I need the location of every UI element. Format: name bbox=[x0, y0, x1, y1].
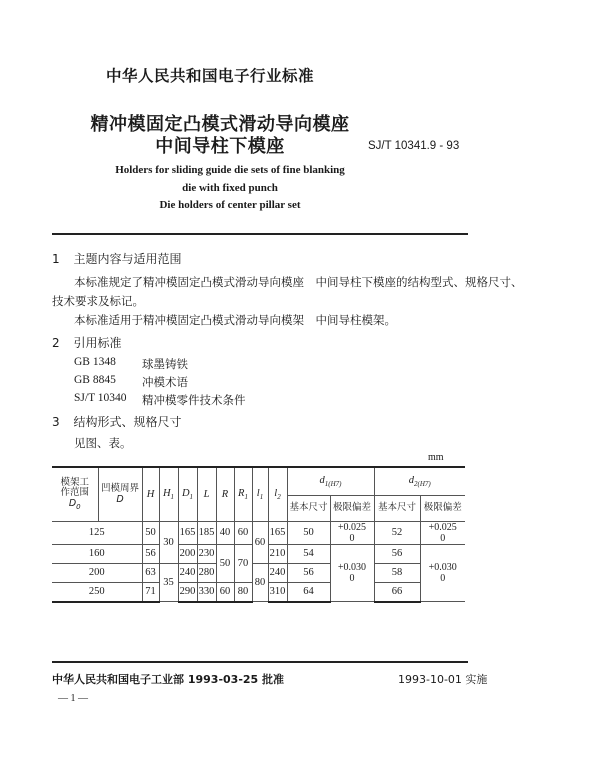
cell-d: 125 bbox=[52, 522, 142, 545]
cell-d2-basic: 52 bbox=[374, 522, 420, 545]
title-cn-line2: 中间导柱下模座 bbox=[155, 136, 285, 157]
page-number: — 1 — bbox=[58, 693, 88, 704]
cell-d1-basic: 54 bbox=[287, 545, 330, 564]
cell-r: 60 bbox=[216, 583, 234, 602]
cell-l2: 165 bbox=[268, 522, 287, 545]
dimensions-table bbox=[52, 466, 465, 603]
cell-h: 63 bbox=[142, 564, 159, 583]
cell-l2: 240 bbox=[268, 564, 287, 583]
section-1-para-2: 本标准适用于精冲模固定凸模式滑动导向模架 中间导柱模架。 bbox=[74, 313, 396, 327]
header-l2: $l_2$ bbox=[268, 467, 287, 522]
header-d1-tolerance: 极限偏差 bbox=[330, 496, 374, 522]
header-h1: $H_1$ bbox=[159, 467, 178, 522]
reference-code: GB 1348 bbox=[74, 356, 116, 368]
footer-divider bbox=[52, 661, 468, 663]
header-l1: $l_1$ bbox=[252, 467, 268, 522]
section-title: 主题内容与适用范围 bbox=[73, 252, 182, 266]
header-d0 bbox=[52, 467, 98, 522]
cell-d1: 290 bbox=[178, 583, 197, 602]
section-title: 结构形式、规格尺寸 bbox=[73, 415, 182, 429]
cell-d2-basic: 58 bbox=[374, 564, 420, 583]
header-divider bbox=[52, 233, 468, 235]
cell-r1: 70 bbox=[234, 545, 252, 583]
header-l: L bbox=[197, 467, 216, 522]
table-header-row bbox=[52, 467, 465, 496]
cell-l2: 310 bbox=[268, 583, 287, 602]
cell-r: 40 bbox=[216, 522, 234, 545]
cell-r1: 60 bbox=[234, 522, 252, 545]
section-1-para-1: 本标准规定了精冲模固定凸模式滑动导向模座 中间导柱下模座的结构型式、规格尺寸、 bbox=[74, 275, 523, 289]
header-d1-basic: 基本尺寸 bbox=[287, 496, 330, 522]
header-r1: $R_1$ bbox=[234, 467, 252, 522]
title-en-line1: Holders for sliding guide die sets of fine blanking bbox=[115, 164, 345, 176]
section-1-heading bbox=[52, 250, 181, 267]
approval-statement: 中华人民共和国电子工业部 1993-03-25 批准 bbox=[52, 673, 285, 686]
title-cn-line1: 精冲模固定凸模式滑动导向模座 bbox=[90, 114, 350, 135]
header-d-symbol: D bbox=[116, 493, 124, 505]
reference-code: GB 8845 bbox=[74, 374, 116, 386]
effective-date: 1993-10-01 实施 bbox=[398, 673, 488, 686]
cell-l: 330 bbox=[197, 583, 216, 602]
cell-d: 250 bbox=[52, 583, 142, 602]
reference-title: 精冲模零件技术条件 bbox=[142, 393, 246, 407]
cell-l: 185 bbox=[197, 522, 216, 545]
cell-d1-basic: 64 bbox=[287, 583, 330, 602]
cell-d1-tolerance: +0.030 0 bbox=[330, 545, 374, 602]
cell-r: 50 bbox=[216, 545, 234, 583]
cell-h: 56 bbox=[142, 545, 159, 564]
table-row bbox=[52, 522, 465, 545]
header-d bbox=[98, 467, 142, 522]
section-3-heading bbox=[52, 413, 181, 430]
title-en-line2: die with fixed punch bbox=[182, 182, 278, 194]
cell-d2-basic: 56 bbox=[374, 545, 420, 564]
header-d0-label: 模架工作范围 bbox=[60, 476, 89, 499]
title-en-line3: Die holders of center pillar set bbox=[159, 199, 301, 211]
section-2-heading bbox=[52, 334, 121, 351]
reference-title: 球墨铸铁 bbox=[142, 357, 188, 371]
reference-title: 冲模术语 bbox=[142, 375, 188, 389]
header-d1: $D_1$ bbox=[178, 467, 197, 522]
issuing-organization: 中华人民共和国电子行业标准 bbox=[105, 67, 314, 85]
standard-code: SJ/T 10341.9 - 93 bbox=[368, 140, 460, 152]
cell-d2-basic: 66 bbox=[374, 583, 420, 602]
header-d2-basic: 基本尺寸 bbox=[374, 496, 420, 522]
section-1-para-1-cont: 技术要求及标记。 bbox=[52, 294, 144, 308]
section-number: 1 bbox=[52, 252, 60, 266]
cell-l2: 210 bbox=[268, 545, 287, 564]
cell-d1: 200 bbox=[178, 545, 197, 564]
cell-d2-tolerance: +0.030 0 bbox=[420, 545, 465, 602]
cell-l1: 80 bbox=[252, 564, 268, 602]
cell-d1-tolerance: +0.025 0 bbox=[330, 522, 374, 545]
cell-h1: 30 bbox=[159, 522, 178, 564]
cell-d2-tolerance: +0.025 0 bbox=[420, 522, 465, 545]
section-title: 引用标准 bbox=[73, 336, 122, 350]
cell-h: 50 bbox=[142, 522, 159, 545]
cell-r1: 80 bbox=[234, 583, 252, 602]
header-d1-h7: $d_{1(H7)}$ bbox=[287, 467, 374, 496]
header-r: R bbox=[216, 467, 234, 522]
header-h: H bbox=[142, 467, 159, 522]
reference-code: SJ/T 10340 bbox=[74, 392, 127, 404]
section-3-para: 见图、表。 bbox=[74, 436, 132, 450]
cell-d1: 165 bbox=[178, 522, 197, 545]
cell-h1: 35 bbox=[159, 564, 178, 602]
table-row bbox=[52, 564, 465, 583]
cell-d: 200 bbox=[52, 564, 142, 583]
header-d0-symbol: $D_0$ bbox=[68, 497, 81, 511]
cell-l: 280 bbox=[197, 564, 216, 583]
section-number: 3 bbox=[52, 415, 60, 429]
cell-h: 71 bbox=[142, 583, 159, 602]
header-d2-h7: $d_{2(H7)}$ bbox=[374, 467, 465, 496]
cell-l1: 60 bbox=[252, 522, 268, 564]
cell-l: 230 bbox=[197, 545, 216, 564]
cell-d1-basic: 50 bbox=[287, 522, 330, 545]
section-number: 2 bbox=[52, 336, 60, 350]
cell-d1: 240 bbox=[178, 564, 197, 583]
cell-d: 160 bbox=[52, 545, 142, 564]
header-d-label: 凹模周界 bbox=[100, 483, 139, 495]
table-unit: mm bbox=[428, 452, 444, 463]
header-d2-tolerance: 极限偏差 bbox=[420, 496, 465, 522]
cell-d1-basic: 56 bbox=[287, 564, 330, 583]
